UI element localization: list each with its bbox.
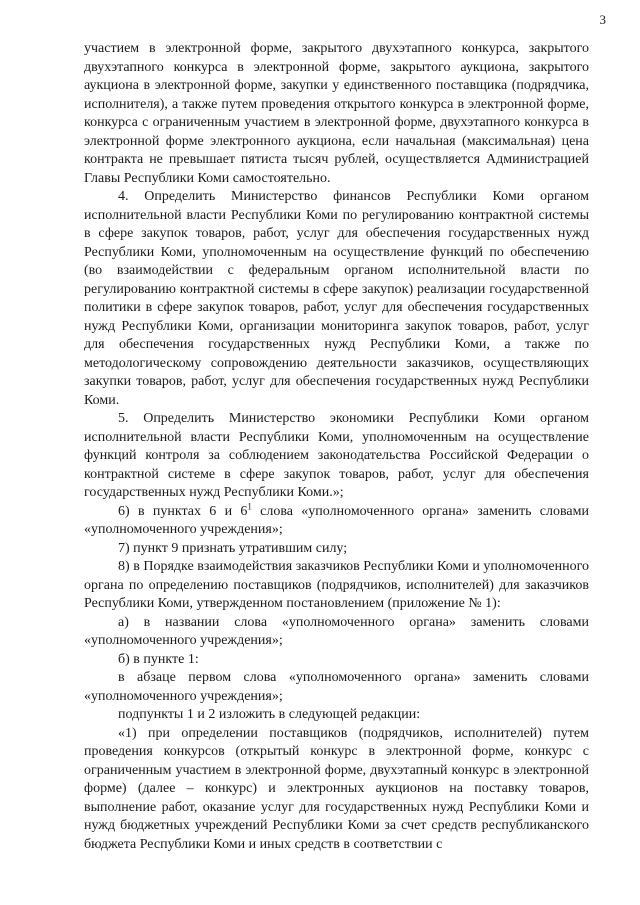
paragraph-subpoints-intro: подпункты 1 и 2 изложить в следующей редакции: — [118, 707, 421, 722]
paragraph-first-abzac: в абзаце первом слова «уполномоченного органа» заменить словами «уполномоченного учреждения»; — [84, 670, 589, 704]
document-body — [84, 40, 589, 854]
paragraph-item-4: 4. Определить Министерство финансов Республики Коми органом исполнительной власти Республики Коми по регулированию контрактной системы в сфере закупок товаров, работ, услуг для обеспечения государственных нужд Республики Коми, уполномоченным на осуществление функций по обеспечению (во взаимодействии с федеральным органом исполнительной власти по регулированию контрактной системы в сфере закупок) реализации государственной политики в сфере закупок товаров, работ, услуг для обеспечения государственных нужд Республики Коми, организации мониторинга закупок товаров, работ, услуг для обеспечения государственных нужд Республики Коми, а также по методологическому сопровождению деятельности заказчиков, осуществляющих закупки товаров, работ, услуг для обеспечения государственных нужд Республики Коми. — [84, 189, 589, 408]
paragraph-item-7: 7) пункт 9 признать утратившим силу; — [118, 540, 348, 556]
paragraph-item-5: 5. Определить Министерство экономики Республики Коми органом исполнительной власти Республики Коми, уполномоченным на осуществление функций контроля за соблюдением законодательства Российской Федерации о контрактной системе в сфере закупок товаров, работ, услуг для обеспечения государственных нужд Республики Коми.»; — [84, 411, 589, 500]
paragraph-item-6 — [84, 500, 589, 540]
item-6-superscript: 1 — [247, 500, 252, 511]
paragraph-subpoint-1: «1) при определении поставщиков (подрядчиков, исполнителей) путем проведения конкурсов (открытый конкурс в электронной форме, конкурс с ограниченным участием в электронной форме, двухэтапный конкурс в электронной форме) (далее – конкурс) и электронных аукционов на поставку товаров, выполнение работ, оказание услуг для государственных нужд Республики Коми и нужд бюджетных учреждений Республики Коми за счет средств республиканского бюджета Республики Коми и иных средств в соответствии с — [84, 725, 589, 852]
paragraph-subitem-b: б) в пункте 1: — [118, 651, 199, 667]
paragraph-item-8: 8) в Порядке взаимодействия заказчиков Республики Коми и уполномоченного органа по определению поставщиков (подрядчиков, исполнителей) для заказчиков Республики Коми, утвержденном постановлением (приложение № 1): — [84, 559, 589, 611]
item-6-suffix: слова «уполномоченного органа» заменить словами «уполномоченного учреждения»; — [84, 503, 589, 537]
item-6-prefix: 6) в пунктах 6 и 6 — [118, 503, 248, 519]
paragraph-subitem-a: а) в названии слова «уполномоченного органа» заменить словами «уполномоченного учреждения»; — [84, 614, 589, 648]
page-number: 3 — [599, 12, 606, 27]
paragraph-continuation: участием в электронной форме, закрытого двухэтапного конкурса, закрытого двухэтапного конкурса в электронной форме, закрытого аукциона, закрытого аукциона в электронной форме, закупки у единственного поставщика (подрядчика, исполнителя), а также путем проведения открытого конкурса в электронной форме, конкурса с ограниченным участием в электронной форме, двухэтапного конкурса в электронной форме электронного аукциона, если начальная (максимальная) цена контракта не превышает пятиста тысяч рублей, осуществляется Администрацией Главы Республики Коми самостоятельно. — [84, 41, 589, 186]
